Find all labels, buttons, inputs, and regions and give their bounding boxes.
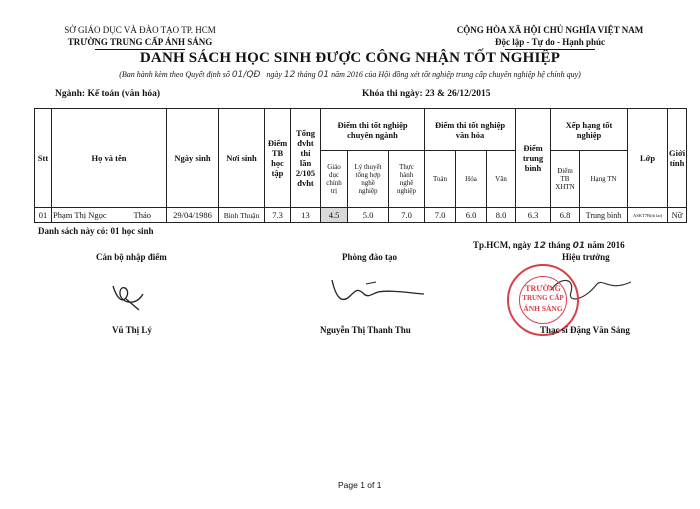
cell-gpa: 7.3	[265, 208, 291, 223]
training-dept-signature	[328, 272, 428, 312]
col-stt: Stt	[35, 109, 52, 208]
col-politics: Giáo dục chính trị	[321, 151, 348, 208]
cell-gender: Nữ	[668, 208, 687, 223]
decision-text-2: ngày	[266, 70, 282, 79]
national-title: CỘNG HÒA XÃ HỘI CHỦ NGHĨA VIỆT NAM	[456, 25, 644, 35]
decision-number: 01/QĐ	[231, 70, 261, 80]
training-dept-title: Phòng đào tạo	[342, 252, 398, 262]
col-rank-tn: Hạng TN	[580, 151, 628, 208]
col-vocational-group: Điểm thi tốt nghiệp chuyên ngành	[321, 109, 425, 151]
school-authority: SỞ GIÁO DỤC VÀ ĐÀO TẠO TP. HCM	[64, 25, 216, 35]
decision-text-1: (Ban hành kèm theo Quyết định số	[119, 70, 230, 79]
principal-title: Hiệu trưởng	[562, 252, 610, 262]
cell-practice: 7.0	[389, 208, 425, 223]
col-rank-group: Xếp hạng tốt nghiệp	[551, 109, 628, 151]
col-chem: Hóa	[456, 151, 487, 208]
page-title: DANH SÁCH HỌC SINH ĐƯỢC CÔNG NHẬN TỐT NGHIỆP	[139, 50, 561, 66]
col-dob: Ngày sinh	[167, 109, 219, 208]
col-average: Điểm trung bình	[516, 109, 551, 208]
student-count: Danh sách này có: 01 học sinh	[38, 226, 154, 236]
school-name: TRƯỜNG TRUNG CẤP ÁNH SÁNG	[67, 37, 213, 47]
page-indicator: Page 1 of 1	[338, 480, 382, 490]
col-name: Họ và tên	[52, 109, 167, 208]
col-math: Toán	[425, 151, 456, 208]
cell-rank: Trung bình	[580, 208, 628, 223]
col-gender: Giới tính	[668, 109, 687, 208]
col-practice: Thực hành nghề nghiệp	[389, 151, 425, 208]
col-theory: Lý thuyết tổng hợp nghề nghiệp	[348, 151, 389, 208]
col-gpa: Điểm TB học tập	[265, 109, 291, 208]
cell-xhtn: 6.8	[551, 208, 580, 223]
col-culture-group: Điểm thi tốt nghiệp văn hóa	[425, 109, 516, 151]
col-units: Tổng đvht thi lần 2/105 đvht	[291, 109, 321, 208]
cell-pob: Bình Thuận	[219, 208, 265, 223]
cell-dob: 29/04/1986	[167, 208, 219, 223]
exam-date-label: Khóa thi ngày: 23 & 26/12/2015	[362, 89, 491, 99]
decision-reference	[0, 70, 700, 80]
cell-average: 6.3	[516, 208, 551, 223]
decision-month: 01	[317, 70, 330, 80]
entry-officer-signature	[105, 274, 155, 314]
col-xhtn: Điểm TB XHTN	[551, 151, 580, 208]
col-class: Lớp	[628, 109, 668, 208]
decision-day: 12	[283, 70, 296, 80]
entry-officer-name: Vũ Thị Lý	[112, 325, 152, 335]
cell-units: 13	[291, 208, 321, 223]
cell-name: Phạm Thị Ngọc Thảo	[52, 208, 167, 223]
decision-text-4: năm 2016 của Hội đồng xét tốt nghiệp trung cấp chuyên nghiệp hệ chính quy)	[331, 70, 581, 79]
cell-lit: 8.0	[487, 208, 516, 223]
table-row	[35, 208, 687, 223]
national-motto: Độc lập - Tự do - Hạnh phúc	[494, 37, 605, 47]
col-pob: Nơi sinh	[219, 109, 265, 208]
cell-math: 7.0	[425, 208, 456, 223]
decision-text-3: tháng	[297, 70, 316, 79]
cell-stt: 01	[35, 208, 52, 223]
cell-chem: 6.0	[456, 208, 487, 223]
cell-politics: 4.5	[321, 208, 348, 223]
training-dept-name: Nguyễn Thị Thanh Thu	[320, 325, 411, 335]
col-lit: Văn	[487, 151, 516, 208]
principal-name: Thạc sĩ Đặng Văn Sáng	[540, 325, 630, 335]
graduates-table	[34, 108, 687, 223]
entry-officer-title: Cán bộ nhập điểm	[96, 252, 167, 262]
school-seal: TRƯỜNG TRUNG CẤP ÁNH SÁNG	[507, 264, 579, 336]
cell-class: ASKT7B(th lai)	[628, 208, 668, 223]
cell-theory: 5.0	[348, 208, 389, 223]
major-label: Ngành: Kế toán (văn hóa)	[55, 89, 161, 99]
sign-date: Tp.HCM, ngày 12 tháng 01 năm 2016	[473, 240, 625, 251]
